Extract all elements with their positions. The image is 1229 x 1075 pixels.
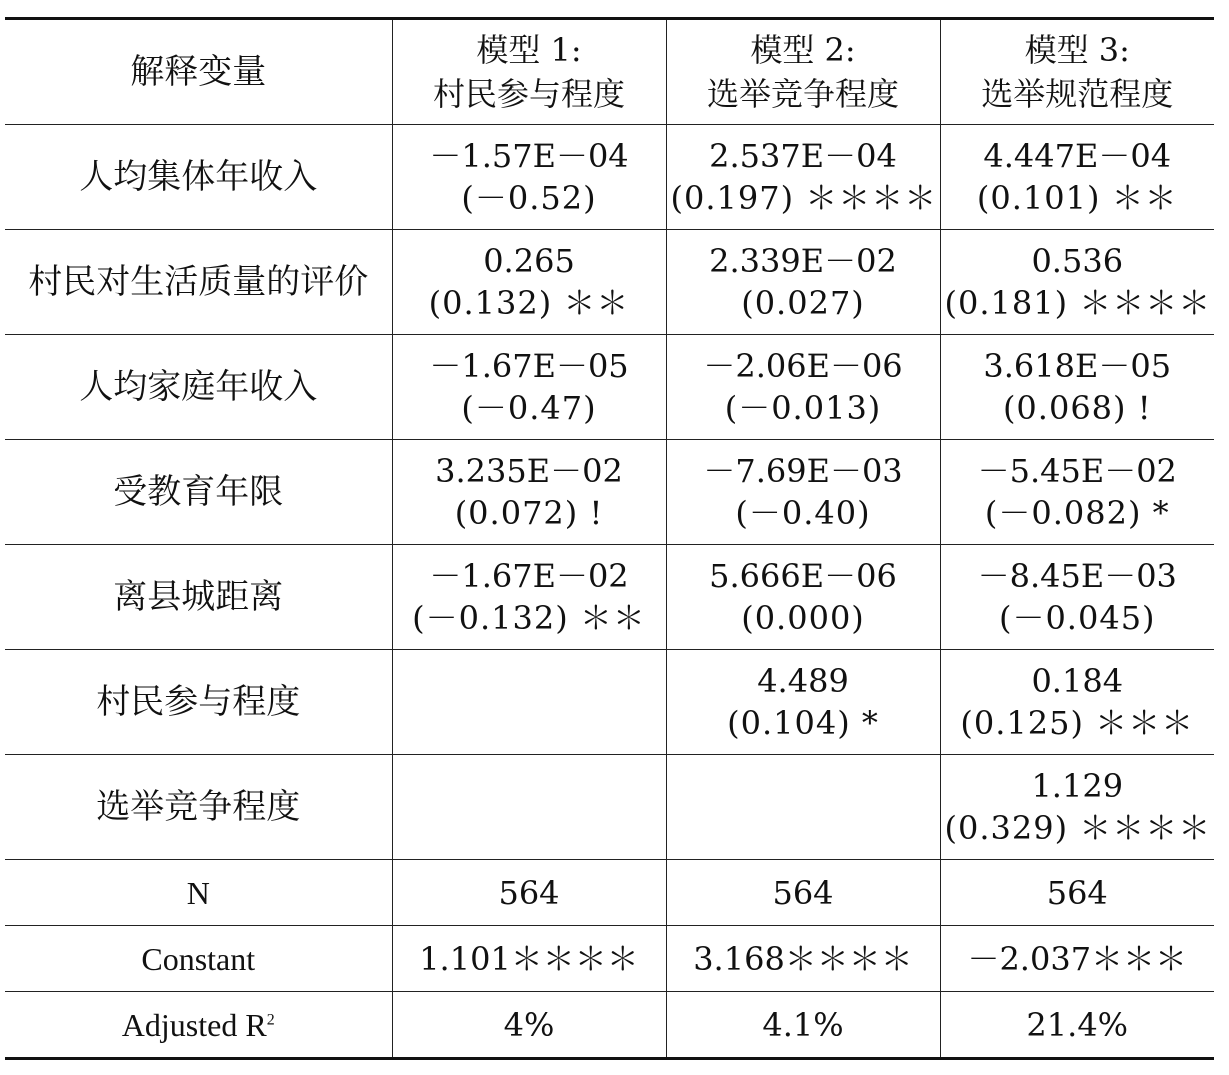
standard-coefficient: (－0.082) * — [984, 494, 1170, 532]
adjusted-r2-text: Adjusted R — [121, 1006, 267, 1043]
table-cell — [392, 755, 666, 860]
constant-value: 1.101＊＊＊＊ — [392, 926, 666, 992]
header-variable: 解释变量 — [5, 19, 392, 125]
row-label: 选举竞争程度 — [5, 755, 392, 860]
table-cell — [666, 440, 940, 545]
standard-coefficient: (－0.013) — [724, 389, 882, 427]
table-cell — [666, 125, 940, 230]
model-2-name: 选举竞争程度 — [706, 75, 899, 113]
coefficient: 2.537E－04 — [709, 137, 897, 175]
coefficient: －2.06E－06 — [703, 347, 903, 385]
table-cell — [940, 650, 1214, 755]
model-3-name: 选举规范程度 — [981, 75, 1174, 113]
model-2-title: 模型 2: — [750, 31, 856, 69]
header-model-2 — [666, 19, 940, 125]
standard-coefficient: (－0.40) — [735, 494, 871, 532]
coefficient: 3.618E－05 — [983, 347, 1172, 385]
standard-coefficient: (0.132) ＊＊ — [428, 284, 630, 322]
table-cell — [392, 125, 666, 230]
standard-coefficient: (－0.045) — [998, 599, 1156, 637]
row-label: 人均家庭年收入 — [5, 335, 392, 440]
table-cell — [392, 440, 666, 545]
model-1-title: 模型 1: — [476, 31, 582, 69]
model-1-name: 村民参与程度 — [432, 75, 625, 113]
coefficient: －7.69E－03 — [703, 452, 903, 490]
standard-coefficient: (0.068) ! — [1002, 389, 1152, 427]
table-cell — [666, 230, 940, 335]
row-label: 村民参与程度 — [5, 650, 392, 755]
table-row — [5, 230, 1214, 335]
header-row — [5, 19, 1214, 125]
table-row — [5, 125, 1214, 230]
table-cell — [940, 545, 1214, 650]
coefficient: －5.45E－02 — [977, 452, 1177, 490]
standard-coefficient: (－0.52) — [461, 179, 597, 217]
row-label: 受教育年限 — [5, 440, 392, 545]
row-label: 人均集体年收入 — [5, 125, 392, 230]
standard-coefficient: (0.197) ＊＊＊＊ — [670, 179, 938, 217]
coefficient: 5.666E－06 — [709, 557, 897, 595]
table-cell — [940, 125, 1214, 230]
standard-coefficient: (0.027) — [741, 284, 865, 322]
constant-value: －2.037＊＊＊ — [940, 926, 1214, 992]
coefficient: 4.447E－04 — [983, 137, 1172, 175]
coefficient: －1.67E－02 — [429, 557, 629, 595]
standard-coefficient: (0.181) ＊＊＊＊ — [944, 284, 1212, 322]
table-cell — [392, 650, 666, 755]
n-row — [5, 860, 1214, 926]
standard-coefficient: (0.329) ＊＊＊＊ — [944, 809, 1212, 847]
coefficient: 3.235E－02 — [435, 452, 623, 490]
table-cell — [392, 545, 666, 650]
standard-coefficient: (0.072) ! — [454, 494, 604, 532]
table-cell — [392, 230, 666, 335]
table-row — [5, 440, 1214, 545]
header-model-1 — [392, 19, 666, 125]
coefficient: 0.265 — [483, 242, 575, 280]
table-cell — [666, 650, 940, 755]
table-cell — [940, 440, 1214, 545]
coefficient: －8.45E－03 — [977, 557, 1177, 595]
n-value: 564 — [666, 860, 940, 926]
superscript-2: 2 — [266, 1010, 275, 1028]
constant-row — [5, 926, 1214, 992]
adjusted-r2-value: 4.1% — [666, 992, 940, 1059]
table-cell — [666, 335, 940, 440]
adjusted-r2-value: 21.4% — [940, 992, 1214, 1059]
constant-value: 3.168＊＊＊＊ — [666, 926, 940, 992]
row-label: 离县城距离 — [5, 545, 392, 650]
table-row — [5, 755, 1214, 860]
table-cell — [940, 335, 1214, 440]
header-model-3 — [940, 19, 1214, 125]
standard-coefficient: (0.101) ＊＊ — [976, 179, 1178, 217]
adjusted-r2-label — [5, 992, 392, 1059]
coefficient: 2.339E－02 — [709, 242, 897, 280]
model-3-title: 模型 3: — [1024, 31, 1130, 69]
table-row — [5, 650, 1214, 755]
row-label: 村民对生活质量的评价 — [5, 230, 392, 335]
standard-coefficient: (－0.47) — [461, 389, 597, 427]
coefficient: 0.184 — [1031, 662, 1124, 700]
adjusted-r2-value: 4% — [392, 992, 666, 1059]
coefficient: 0.536 — [1031, 242, 1124, 280]
table-row — [5, 335, 1214, 440]
n-label: N — [5, 860, 392, 926]
adjusted-r2-row — [5, 992, 1214, 1059]
standard-coefficient: (－0.132) ＊＊ — [412, 599, 646, 637]
table-cell — [666, 545, 940, 650]
table-row — [5, 545, 1214, 650]
table-cell — [940, 230, 1214, 335]
standard-coefficient: (0.125) ＊＊＊ — [960, 704, 1195, 742]
n-value: 564 — [392, 860, 666, 926]
coefficient: －1.67E－05 — [429, 347, 629, 385]
standard-coefficient: (0.104) * — [727, 704, 879, 742]
n-value: 564 — [940, 860, 1214, 926]
regression-table — [5, 17, 1214, 1060]
table-cell — [940, 755, 1214, 860]
table-cell — [666, 755, 940, 860]
table-cell — [392, 335, 666, 440]
coefficient: －1.57E－04 — [429, 137, 629, 175]
constant-label: Constant — [5, 926, 392, 992]
coefficient: 1.129 — [1031, 767, 1124, 805]
coefficient: 4.489 — [757, 662, 849, 700]
standard-coefficient: (0.000) — [741, 599, 865, 637]
